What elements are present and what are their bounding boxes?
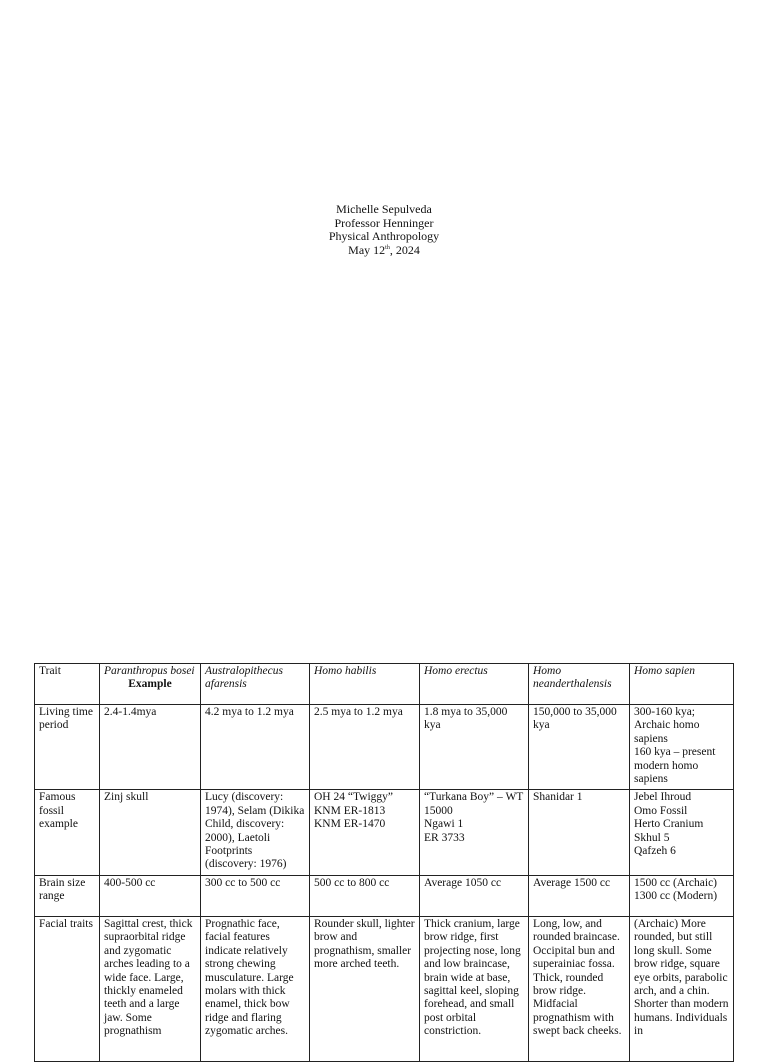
table-cell: Prognathic face, facial features indicate relatively strong chewing musculature. Large molars with thick enamel, thick bow ridge and flaring zygomatic arches. [201, 916, 310, 1061]
table-cell: OH 24 “Twiggy” KNM ER-1813 KNM ER-1470 [310, 790, 420, 875]
table-cell: Average 1500 cc [529, 875, 630, 916]
course-name: Physical Anthropology [328, 229, 440, 243]
table-cell: 1500 cc (Archaic) 1300 cc (Modern) [630, 875, 734, 916]
table-cell: Long, low, and rounded braincase. Occipital bun and superainiac fossa. Thick, rounded brow ridge. Midfacial prognathism with swept back cheeks. [529, 916, 630, 1061]
table-cell: Lucy (discovery: 1974), Selam (Dikika Child, discovery: 2000), Laetoli Footprints (discovery: 1976) [201, 790, 310, 875]
hominin-comparison-table [34, 663, 733, 1062]
header-cell-australopithecus: Australopithecus afarensis [201, 664, 310, 705]
table-cell: Thick cranium, large brow ridge, first projecting nose, long and low braincase, brain wide at base, sagittal keel, sloping forehead, and small post orbital constriction. [420, 916, 529, 1061]
table-header-row [35, 664, 734, 705]
trait-label: Living time period [35, 705, 100, 790]
table-row-famous-fossil [35, 790, 734, 875]
professor-name: Professor Henninger [334, 215, 434, 230]
table-cell: 300 cc to 500 cc [201, 875, 310, 916]
header-cell-sapien: Homo sapien [630, 664, 734, 705]
table-cell: Average 1050 cc [420, 875, 529, 916]
header-cell-paranthropus [100, 664, 201, 705]
date-month-day: May 12 [348, 242, 386, 257]
header-cell-erectus: Homo erectus [420, 664, 529, 705]
table-row-brain-size [35, 875, 734, 916]
header-cell-habilis: Homo habilis [310, 664, 420, 705]
header-label-paranthropus: Paranthropus bosei [104, 665, 195, 677]
trait-label: Famous fossil example [35, 790, 100, 875]
table-cell: Zinj skull [100, 790, 201, 875]
author-name: Michelle Sepulveda [336, 202, 432, 216]
example-label: Example [128, 678, 172, 691]
table-cell: 300-160 kya; Archaic homo sapiens 160 kya – present modern homo sapiens [630, 705, 734, 790]
table-cell: Sagittal crest, thick supraorbital ridge and zygomatic arches leading to a wide face. Large, thickly enameled teeth and a large jaw. Some prognathism [100, 916, 201, 1061]
header-cell-neanderthalensis: Homo neanderthalensis [529, 664, 630, 705]
table-cell: 4.2 mya to 1.2 mya [201, 705, 310, 790]
header-cell-trait: Trait [35, 664, 100, 705]
table-cell: 150,000 to 35,000 kya [529, 705, 630, 790]
title-block [0, 203, 768, 257]
table-row-living-time-period [35, 705, 734, 790]
table-cell: Jebel Ihroud Omo Fossil Herto Cranium Skhul 5 Qafzeh 6 [630, 790, 734, 875]
table-cell: 400-500 cc [100, 875, 201, 916]
trait-label: Brain size range [35, 875, 100, 916]
table-cell: Shanidar 1 [529, 790, 630, 875]
date-ordinal: th [385, 244, 390, 251]
table-row-facial-traits [35, 916, 734, 1061]
table-cell: 2.4-1.4mya [100, 705, 201, 790]
comparison-table [34, 663, 734, 1062]
document-date [0, 244, 768, 258]
table-cell: 1.8 mya to 35,000 kya [420, 705, 529, 790]
table-cell: 500 cc to 800 cc [310, 875, 420, 916]
table-cell: 2.5 mya to 1.2 mya [310, 705, 420, 790]
table-cell: (Archaic) More rounded, but still long skull. Some brow ridge, square eye orbits, parabolic arch, and a chin. Shorter than modern humans. Individuals in [630, 916, 734, 1061]
date-year: , 2024 [389, 242, 420, 257]
table-cell: “Turkana Boy” – WT 15000 Ngawi 1 ER 3733 [420, 790, 529, 875]
trait-label: Facial traits [35, 916, 100, 1061]
table-cell: Rounder skull, lighter brow and prognathism, smaller more arched teeth. [310, 916, 420, 1061]
